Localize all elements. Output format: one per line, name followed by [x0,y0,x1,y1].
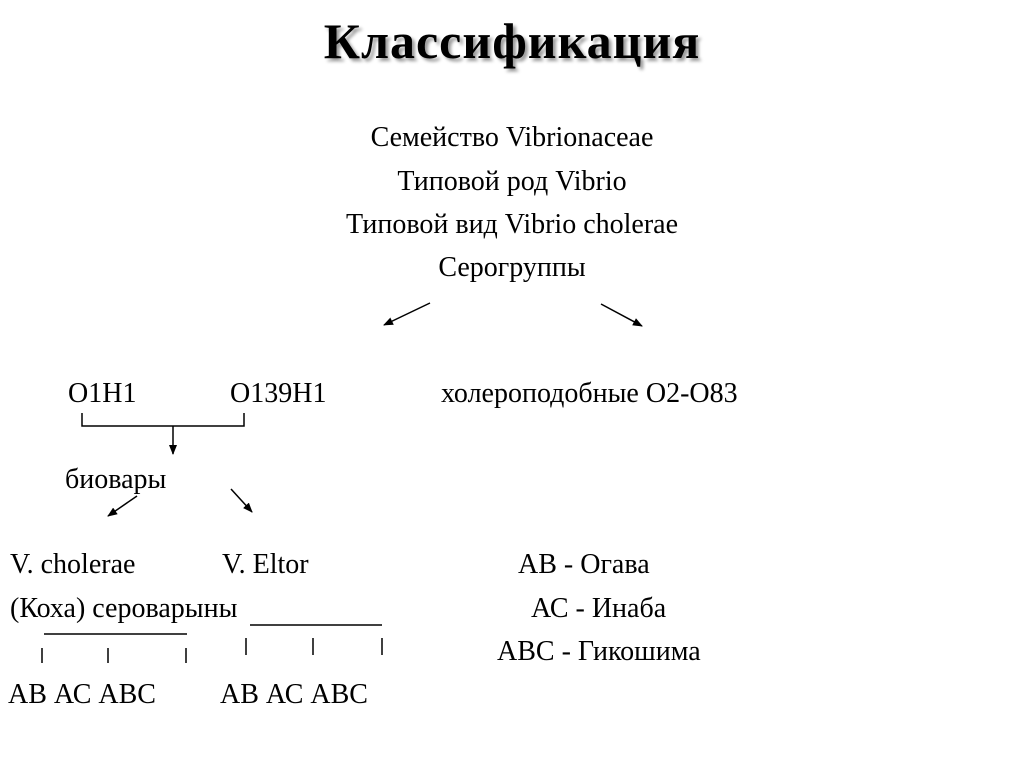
genus-line: Типовой род Vibrio [397,166,627,197]
serogroups-line: Серогруппы [438,252,586,283]
serovar-codes-left: АВ АС АВС [8,679,156,710]
o-groups-bracket [82,413,244,426]
serovar-ogawa: АВ - Огава [518,549,650,580]
group-o1h1: О1Н1 [68,378,137,409]
koch-serovars-label: (Коха) сероварыны [10,593,238,624]
serovar-hikojima: АВС - Гикошима [497,636,701,667]
slide-title: Классификация [323,13,701,69]
biovar-eltor: V. Eltor [222,549,309,580]
species-line: Типовой вид Vibrio cholerae [345,209,679,240]
serovar-codes-right: АВ АС АВС [220,679,368,710]
biovars-label: биовары [65,464,167,495]
family-line: Семейство Vibrionaceae [370,122,654,153]
arrow-to-o-groups [384,303,430,325]
arrow-to-cholera-like [601,304,642,326]
group-cholera-like: холероподобные О2-О83 [441,378,738,409]
arrow-to-eltor [231,489,252,512]
serovar-inaba: АС - Инаба [531,593,667,624]
biovar-classic: V. cholerae [10,549,136,580]
arrow-to-classic [108,496,137,516]
group-o139h1: О139Н1 [230,378,327,409]
